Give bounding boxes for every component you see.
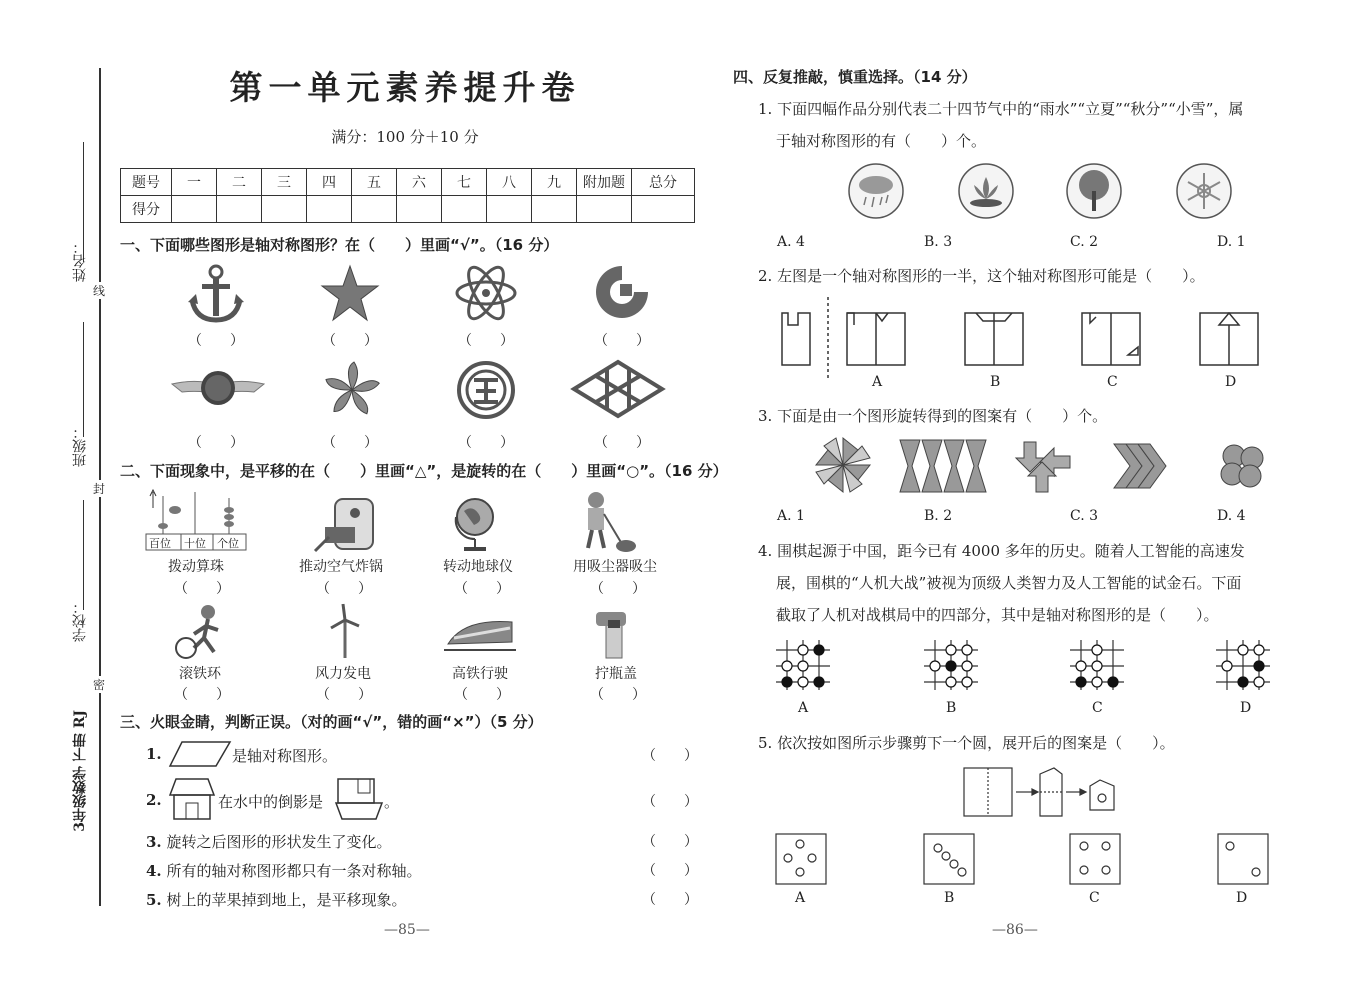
section1-heading: 一、下面哪些图形是轴对称图形？在（ ）里画“√”。（16 分） [120,236,559,254]
white-stone [1238,645,1248,655]
white-stone [1254,645,1264,655]
score-cell[interactable] [352,196,397,223]
go-board [1216,640,1270,690]
option-label[interactable]: A [795,890,806,906]
abacus-label: 百位 [149,537,171,550]
option-label[interactable]: D [1240,700,1252,716]
cut-pattern-options [774,832,1274,886]
bottle-cap-icon [592,606,636,660]
bauhinia-icon [322,360,382,420]
answer-blank[interactable]: （ ） [188,333,244,349]
white-stone [946,677,956,687]
globe-icon [450,495,500,553]
answer-blank[interactable]: （ ） [642,834,698,850]
black-stone [1254,661,1264,671]
option-label[interactable]: C [1089,890,1100,906]
judge-item-4 [146,860,421,881]
score-cell[interactable] [307,196,352,223]
option-label[interactable]: D [1225,374,1237,390]
score-header-cell: 六 [397,169,442,196]
tree-icon [1066,163,1122,219]
score-header-cell: 七 [442,169,487,196]
answer-blank[interactable]: （ ） [454,581,510,597]
option-label[interactable]: B [990,374,1001,390]
judge-item-1 [146,745,162,763]
book-label: 3年级数学 下册 RJ [72,710,88,832]
option-label[interactable]: A [872,374,883,390]
answer-blank[interactable]: （ ） [642,863,698,879]
q4-line3: 截取了人机对战棋局中的四部分，其中是轴对称图形的是（ ）。 [776,606,1219,624]
white-stone [798,661,808,671]
score-header-cell: 二 [217,169,262,196]
score-cell[interactable] [397,196,442,223]
wind-turbine-icon [325,604,365,660]
score-header-cell: 一 [172,169,217,196]
judge-item-3 [146,831,391,852]
anchor-icon [188,264,244,324]
score-cell[interactable] [632,196,695,223]
answer-blank[interactable]: （ ） [642,794,698,810]
item-caption: 拧瓶盖 [595,666,637,682]
black-stone [814,645,824,655]
white-stone [962,645,972,655]
section4-heading: 四、反复推敲，慎重选择。（14 分） [733,68,977,86]
score-header-cell: 三 [262,169,307,196]
answer-blank[interactable]: （ ） [590,581,646,597]
score-header-cell: 九 [532,169,577,196]
item-caption: 拨动算珠 [168,559,224,575]
rain-cloud-icon [848,163,904,219]
white-stone [1092,645,1102,655]
white-stone [1222,661,1232,671]
option-label[interactable]: D. 4 [1217,508,1246,524]
white-stone [962,677,972,687]
answer-blank[interactable]: （ ） [174,687,230,703]
score-header-cell: 四 [307,169,352,196]
judge-item-2 [146,791,162,809]
item-caption: 用吸尘器吸尘 [573,559,657,575]
arrows-pattern-icon [1014,438,1072,494]
black-stone [782,677,792,687]
zigzag-pattern-icon [898,438,990,494]
answer-blank[interactable]: （ ） [174,581,230,597]
score-cell[interactable] [172,196,217,223]
page-number-left: —85— [384,922,430,938]
answer-blank[interactable]: （ ） [322,333,378,349]
white-stone [962,661,972,671]
item-caption: 滚铁环 [179,666,221,682]
abacus-label: 十位 [184,537,206,550]
item-caption: 推动空气炸锅 [299,559,383,575]
answer-blank[interactable]: （ ） [188,435,244,451]
white-stone [798,645,808,655]
black-stone [1238,677,1248,687]
item-caption: 转动地球仪 [443,559,513,575]
option-label[interactable]: D [1236,890,1248,906]
go-board [776,640,830,690]
air-fryer-icon [315,495,375,553]
binding-word-seal: 封 [93,482,106,496]
section2-heading: 二、下面现象中，是平移的在（ ）里画“△”，是旋转的在（ ）里画“○”。（16 分） [120,462,728,480]
answer-blank[interactable]: （ ） [594,435,650,451]
section3-heading: 三、火眼金睛，判断正误。（对的画“√”，错的画“×”）（5 分） [120,713,543,731]
school-label: 学校： [72,600,88,642]
white-stone [1076,661,1086,671]
house-icon [168,777,216,821]
item-number: 5. [146,891,162,909]
snowflake-icon [1176,163,1232,219]
lotus-icon [958,163,1014,219]
binding-word-secret: 密 [93,678,106,692]
parallelogram-icon [168,740,232,768]
item-number: 2. [146,791,162,809]
black-stone [1108,677,1118,687]
item-caption: 高铁行驶 [452,666,508,682]
page-number-right: —86— [992,922,1038,938]
option-label[interactable]: B [944,890,955,906]
score-row-label: 得分 [121,196,172,223]
score-header-cell: 题号 [121,169,172,196]
option-label[interactable]: D. 1 [1217,234,1246,250]
star-icon [320,264,380,322]
wings-logo-icon [170,364,266,414]
white-stone [946,645,956,655]
score-table [120,168,695,223]
atom-icon [455,264,517,322]
abacus-label: 个位 [217,537,239,550]
page-title: 第一单元素养提升卷 [229,68,581,107]
class-label: 班级： [72,425,88,467]
option-label[interactable]: A [798,700,809,716]
item-caption: 风力发电 [315,666,371,682]
chinese-knot-icon [572,360,664,418]
go-board-figures [776,640,1276,692]
class-line [83,322,84,437]
binding-word-line: 线 [93,284,106,298]
answer-blank[interactable]: （ ） [322,435,378,451]
item-number: 3. [146,833,162,851]
item-number: 1. [146,745,162,763]
score-cell[interactable] [262,196,307,223]
option-label[interactable]: C. 3 [1070,508,1099,524]
white-stone [1092,677,1102,687]
score-cell[interactable] [577,196,632,223]
black-stone [814,677,824,687]
answer-blank[interactable]: （ ） [642,892,698,908]
answer-blank[interactable]: （ ） [316,687,372,703]
reflected-house-icon [336,777,386,821]
clover-icon [1216,440,1268,492]
q2-text: 2. 左图是一个轴对称图形的一半，这个轴对称图形可能是（ ）。 [758,267,1205,285]
q2-figures [778,297,1238,381]
white-stone [782,661,792,671]
q1-line1: 1. 下面四幅作品分别代表二十四节气中的“雨水”“立夏”“秋分”“小雪”，属 [758,100,1244,118]
chevrons-pattern-icon [1112,442,1170,492]
item-number: 4. [146,862,162,880]
pinwheel-icon [814,436,872,494]
black-stone [946,661,956,671]
judge-item-text: 在水中的倒影是 [218,793,324,811]
judge-item-tail: 。 [384,793,400,811]
black-stone [1076,677,1086,687]
q4-line1: 4. 围棋起源于中国，距今已有 4000 多年的历史。随着人工智能的高速发 [758,542,1245,560]
q5-text: 5. 依次按如图所示步骤剪下一个圆，展开后的图案是（ ）。 [758,734,1175,752]
judge-item-text: 旋转之后图形的形状发生了变化。 [166,833,392,851]
judge-item-text: 所有的轴对称图形都只有一条对称轴。 [166,862,422,880]
answer-blank[interactable]: （ ） [454,687,510,703]
answer-blank[interactable]: （ ） [590,687,646,703]
answer-blank[interactable]: （ ） [642,748,698,764]
option-label[interactable]: C. 2 [1070,234,1099,250]
white-stone [798,677,808,687]
hoop-rolling-icon [174,604,230,660]
option-label[interactable]: B. 3 [924,234,953,250]
score-cell[interactable] [487,196,532,223]
coin-logo-icon [456,360,516,420]
option-label[interactable]: B. 2 [924,508,953,524]
option-label[interactable]: B [946,700,957,716]
name-label: 姓名： [72,240,88,282]
bank-logo-icon [594,264,650,320]
school-line [83,500,84,610]
option-label[interactable]: C [1107,374,1118,390]
high-speed-train-icon [444,614,516,656]
answer-blank[interactable]: （ ） [458,333,514,349]
judge-item-text: 是轴对称图形。 [232,747,338,765]
answer-blank[interactable]: （ ） [594,333,650,349]
white-stone [930,661,940,671]
option-label[interactable]: A. 4 [777,234,805,250]
answer-blank[interactable]: （ ） [316,581,372,597]
score-cell[interactable] [217,196,262,223]
option-label[interactable]: C [1092,700,1103,716]
q4-line2: 展，围棋的“人机大战”被视为顶级人类智力及人工智能的试金石。下面 [776,574,1242,592]
page-subtitle: 满分：100 分＋10 分 [331,128,479,146]
go-board [924,640,978,690]
vacuum-cleaner-icon [578,490,638,554]
score-cell[interactable] [442,196,487,223]
q3-text: 3. 下面是由一个图形旋转得到的图案有（ ）个。 [758,407,1108,425]
go-board [1070,640,1124,690]
score-header-cell: 八 [487,169,532,196]
white-stone [1092,661,1102,671]
score-header-cell: 总分 [632,169,695,196]
paper-folding-steps [962,764,1118,820]
option-label[interactable]: A. 1 [777,508,805,524]
judge-item-5 [146,889,406,910]
white-stone [1254,677,1264,687]
q1-line2: 于轴对称图形的有（ ）个。 [776,132,987,150]
answer-blank[interactable]: （ ） [458,435,514,451]
judge-item-text: 树上的苹果掉到地上，是平移现象。 [166,891,407,909]
score-header-cell: 附加题 [577,169,632,196]
score-cell[interactable] [532,196,577,223]
score-header-cell: 五 [352,169,397,196]
